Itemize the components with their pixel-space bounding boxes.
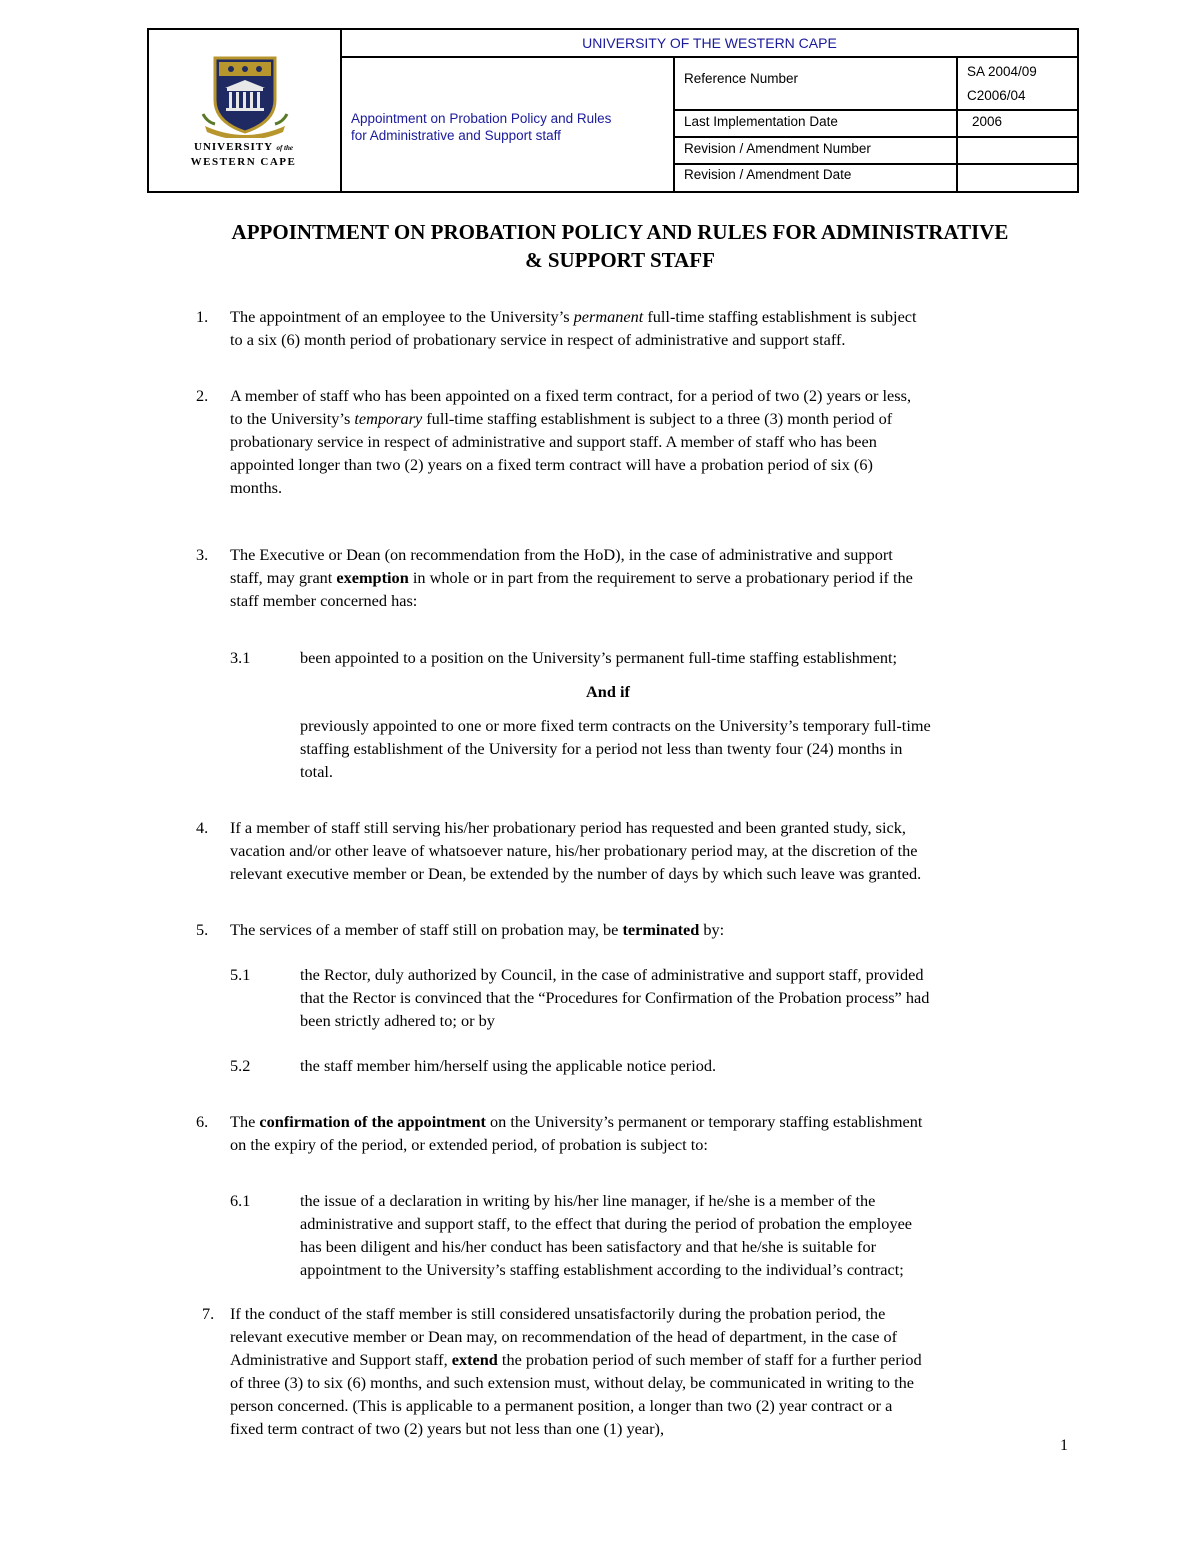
item-7-text: If the conduct of the staff member is still considered unsatisfactorily during the probation period, the relevant executive member or Dean may, on recommendation of the head of department, in the case of Administrative and Support staff, extend the probation period of such member of staff for a further period of three (3) to six (6) months, and such extension must, without delay, be communicated in writing to the person concerned. (This is applicable to a permanent position, a longer than two (2) year contract or a fixed term contract of two (2) years but not less than one (1) year), bbox=[230, 1304, 922, 1438]
item-2-text: A member of staff who has been appointed on a fixed term contract, for a period of two (2) years or less, to the University’s temporary full-time staffing establishment is subject to a three (3) month period of probationary service in respect of administrative and support staff. A member of staff who has been appointed longer than two (2) years on a fixed term contract will have a probation period of six (6) months. bbox=[230, 386, 912, 497]
reference-number-label: Reference Number bbox=[675, 58, 958, 109]
page-number: 1 bbox=[1060, 1437, 1068, 1454]
logo-wordmark-line1: UNIVERSITY of the bbox=[194, 141, 293, 153]
revision-number-label: Revision / Amendment Number bbox=[675, 138, 958, 163]
item-3-number: 3. bbox=[196, 545, 209, 564]
item-5-1-text: the Rector, duly authorized by Council, in the case of administrative and support staff, provided that the Rector is convinced that the “Procedures for Confirmation of the Probation process” had been strictly adhered to; or by bbox=[300, 965, 930, 1030]
item-5-number: 5. bbox=[196, 920, 209, 939]
logo-wordmark-line2: WESTERN CAPE bbox=[190, 156, 297, 168]
revision-date-value bbox=[958, 165, 1077, 191]
policy-title-line2: for Administrative and Support staff bbox=[351, 128, 561, 143]
university-crest-icon bbox=[201, 52, 289, 138]
revision-number-row bbox=[675, 138, 1077, 165]
item-5-2-number: 5.2 bbox=[230, 1056, 251, 1075]
policy-title-line1: Appointment on Probation Policy and Rules bbox=[351, 111, 612, 126]
item-2-number: 2. bbox=[196, 386, 209, 405]
reference-number-value-2: C2006/04 bbox=[967, 88, 1026, 103]
item-4-number: 4. bbox=[196, 818, 209, 837]
item-3-1-text: been appointed to a position on the University’s permanent full-time staffing establishment; bbox=[300, 648, 898, 667]
document-title-line1: APPOINTMENT ON PROBATION POLICY AND RULES FOR ADMINISTRATIVE bbox=[231, 220, 1009, 244]
last-implementation-label: Last Implementation Date bbox=[675, 111, 958, 136]
item-1-text: The appointment of an employee to the University’s permanent full-time staffing establishment is subject to a six (6) month period of probationary service in respect of administrative and support staff. bbox=[230, 307, 917, 349]
last-implementation-value: 2006 bbox=[972, 114, 1003, 129]
document-title bbox=[150, 218, 1090, 274]
reference-number-value-1: SA 2004/09 bbox=[967, 64, 1037, 79]
item-4-text: If a member of staff still serving his/her probationary period has requested and been granted study, sick, vacation and/or other leave of whatsoever nature, his/her probationary period may, at the discretion of the relevant executive member or Dean, be extended by the number of days by which such leave was granted. bbox=[230, 818, 922, 883]
item-6-1-text: the issue of a declaration in writing by his/her line manager, if he/she is a member of the administrative and support staff, to the effect that during the period of probation the employee has been diligent and his/her conduct has been satisfactory and that he/she is suitable for appointment to the University’s staffing establishment according to the individual’s contract; bbox=[300, 1191, 913, 1279]
item-6-number: 6. bbox=[196, 1112, 209, 1131]
revision-date-label: Revision / Amendment Date bbox=[675, 165, 958, 191]
revision-number-value bbox=[958, 138, 1077, 163]
item-6-text: The confirmation of the appointment on the University’s permanent or temporary staffing establishment on the expiry of the period, or extended period, of probation is subject to: bbox=[230, 1112, 923, 1154]
item-3-text: The Executive or Dean (on recommendation from the HoD), in the case of administrative and support staff, may grant exemption in whole or in part from the requirement to serve a probationary period if the staff member concerned has: bbox=[230, 545, 913, 610]
logo-cell bbox=[149, 30, 342, 191]
item-3-2-text: previously appointed to one or more fixed term contracts on the University’s temporary full-time staffing establishment of the University for a period not less than twenty four (24) months in total. bbox=[300, 716, 931, 781]
item-7-number: 7. bbox=[202, 1304, 215, 1323]
item-5-text: The services of a member of staff still on probation may, be terminated by: bbox=[230, 920, 725, 939]
reference-number-row bbox=[675, 58, 1077, 111]
item-5-2-text: the staff member him/herself using the applicable notice period. bbox=[300, 1056, 717, 1075]
policy-title-cell bbox=[342, 58, 675, 191]
university-name: UNIVERSITY OF THE WESTERN CAPE bbox=[342, 30, 1077, 58]
and-if-label: And if bbox=[586, 682, 630, 701]
item-3-1-number: 3.1 bbox=[230, 648, 251, 667]
document-header-table bbox=[147, 28, 1079, 193]
document-title-line2: & SUPPORT STAFF bbox=[525, 248, 715, 272]
last-implementation-row bbox=[675, 111, 1077, 138]
item-1-number: 1. bbox=[196, 307, 209, 326]
item-6-1-number: 6.1 bbox=[230, 1191, 251, 1210]
revision-date-row bbox=[675, 165, 1077, 191]
reference-number-value bbox=[958, 58, 1077, 109]
item-5-1-number: 5.1 bbox=[230, 965, 251, 984]
